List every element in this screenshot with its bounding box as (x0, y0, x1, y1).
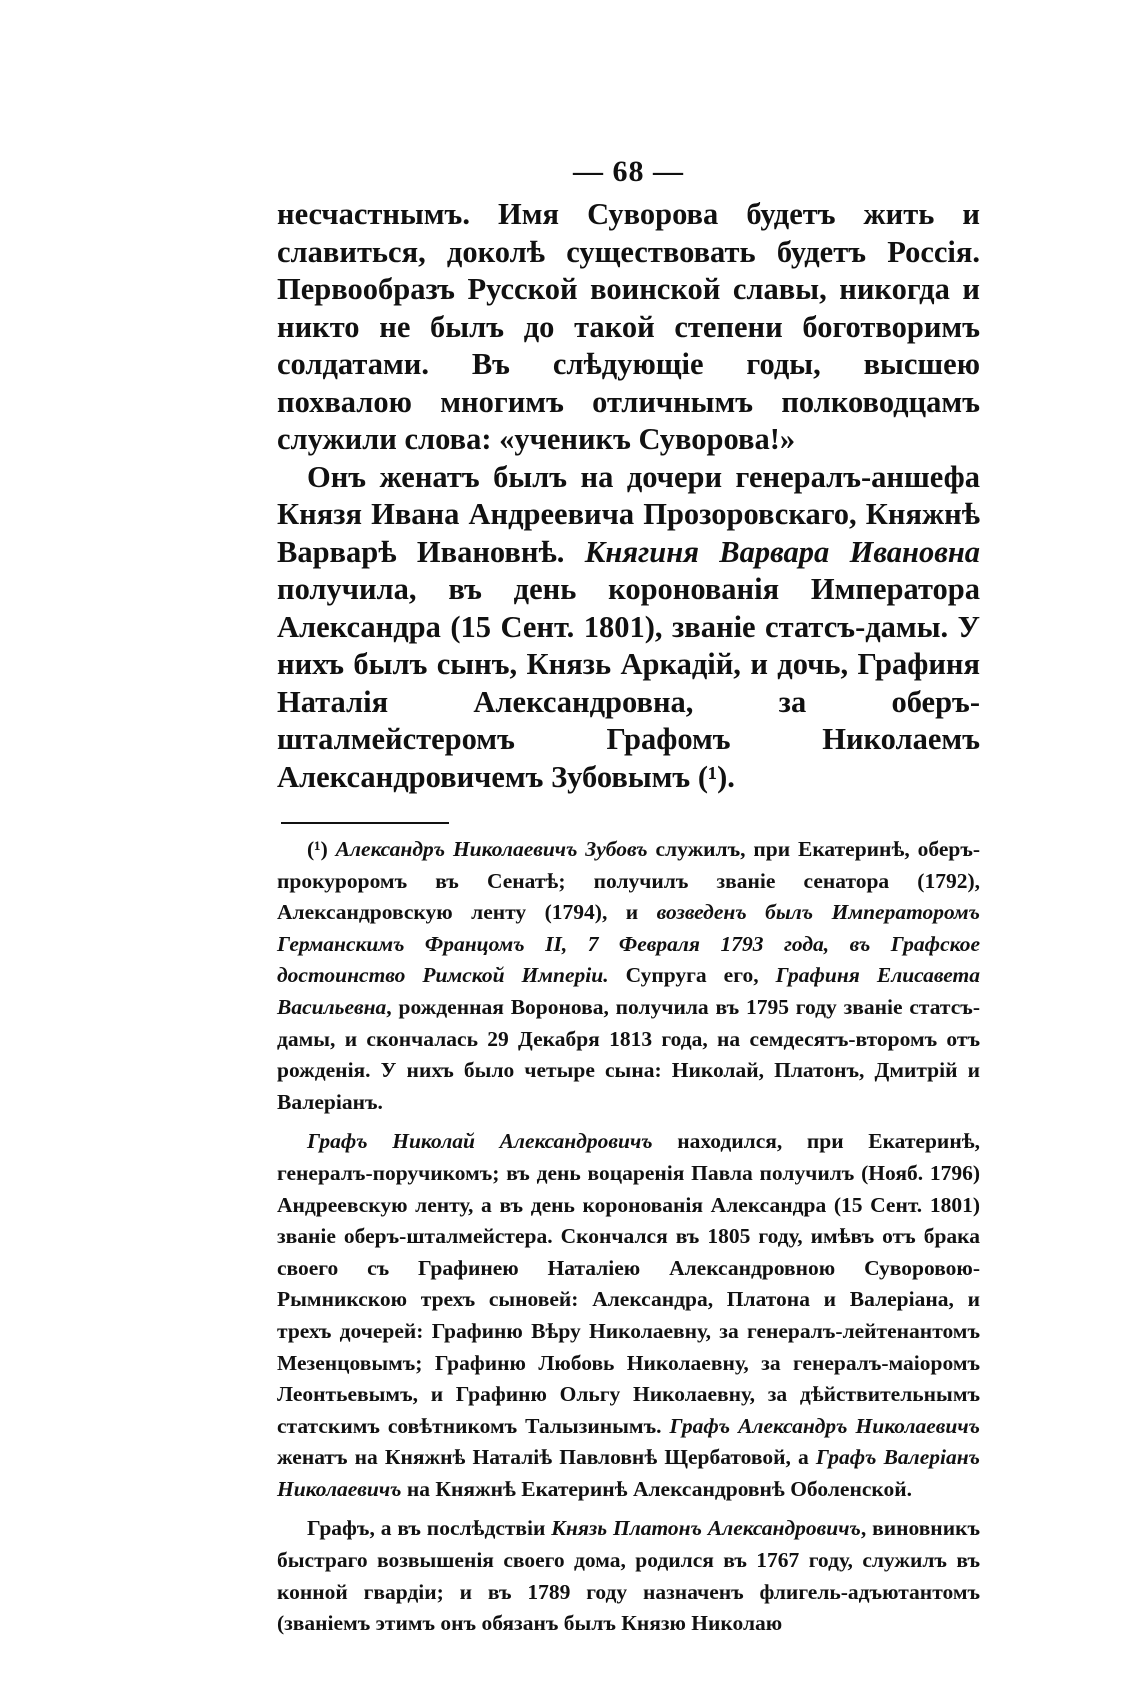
text-run: Супруга его, (608, 963, 776, 988)
italic-text-run: Графиня Елисавета Васильевна (277, 963, 980, 1019)
italic-text-run: Княгиня Варвара Ивановна (584, 534, 980, 569)
text-run: находился, при Екатеринѣ, генералъ-поручикомъ; въ день воцаренія Павла получилъ (Нояб. 1796) Андреевскую ленту, а въ день коронованія Александра (15 Сент. 1801) званіе оберъ-шталмейстера. Скончался въ 1805 году, имѣвъ отъ брака своего съ Графинею Наталіею Александровною Суворовою-Рымникскою трехъ сыновей: Александра, Платона и Валеріана, и трехъ дочерей: Графиню Вѣру Николаевну, за генералъ-лейтенантомъ Мезенцовымъ; Графиню Любовь Николаевну, за генералъ-маіоромъ Леонтьевымъ, и Графиню Ольгу Николаевну, за дѣйствительнымъ статскимъ совѣтникомъ Талызинымъ. (277, 1129, 980, 1438)
italic-text-run: Графъ Валеріанъ Николаевичъ (277, 1445, 980, 1501)
footnotes (277, 834, 980, 1640)
text-run: служилъ, при Екатеринѣ, оберъ-прокуроромъ въ Сенатѣ; получилъ званіе сенатора (1792), Александровскую ленту (1794), и (277, 837, 981, 925)
text-run: женатъ на Княжнѣ Наталіѣ Павловнѣ Щербатовой, а (277, 1445, 816, 1470)
text-run: (¹) (307, 837, 336, 861)
text-run: Графъ, а въ послѣдствіи (307, 1516, 552, 1541)
text-run: на Княжнѣ Екатеринѣ Александровнѣ Оболенской. (401, 1476, 913, 1501)
footnote-paragraph-1 (277, 834, 980, 1118)
main-paragraph-2 (277, 459, 980, 797)
main-paragraph-1 (277, 196, 980, 459)
page-number: — 68 — (573, 155, 684, 188)
footnote-paragraph-2 (277, 1126, 980, 1505)
text-run: , виновникъ быстраго возвышенія своего дома, родился въ 1767 году, служилъ въ конной гвардіи; и въ 1789 году назначенъ флигель-адъютантомъ (званіемъ этимъ онъ обязанъ былъ Князю Николаю (277, 1516, 981, 1636)
main-text (277, 196, 980, 796)
footnote-divider (281, 822, 449, 824)
italic-text-run: Графъ Николай Александровичъ (307, 1129, 653, 1154)
book-page (277, 150, 980, 1648)
text-run: , рожденная Воронова, получила въ 1795 году званіе статсъ-дамы, и скончалась 29 Декабря 1813 года, на семдесятъ-второмъ отъ рожденія. У нихъ было четыре сына: Николай, Платонъ, Дмитрій и Валеріанъ. (277, 994, 980, 1114)
text-run: Онъ женатъ былъ на дочери генералъ-аншефа Князя Ивана Андреевича Прозоровскаго, Княжнѣ Варварѣ Ивановнѣ. (277, 459, 980, 569)
footnote-paragraph-3 (277, 1513, 980, 1639)
italic-text-run: Князь Платонъ Александровичъ (551, 1516, 861, 1541)
italic-text-run: Александръ Николаевичъ Зубовъ (335, 837, 648, 861)
italic-text-run: возведенъ былъ Императоромъ Германскимъ Францомъ II, 7 Февраля 1793 года, въ Графское достоинство Римской Имперіи. (277, 900, 980, 988)
text-run: получила, въ день коронованія Императора Александра (15 Сент. 1801), званіе статсъ-дамы. У нихъ былъ сынъ, Князь Аркадій, и дочь, Графиня Наталія Александровна, за оберъ-шталмейстеромъ Графомъ Николаемъ Александровичемъ Зубовымъ (¹). (277, 572, 980, 794)
italic-text-run: Графъ Александръ Николаевичъ (669, 1413, 980, 1438)
text-run: несчастнымъ. Имя Суворова будетъ жить и славиться, доколѣ существовать будетъ Россія. Первообразъ Русской воинской славы, никогда и никто не былъ до такой степени боготворимъ солдатами. Въ слѣдующіе годы, высшею похвалою многимъ отличнымъ полководцамъ служили слова: «ученикъ Суворова!» (277, 197, 980, 456)
